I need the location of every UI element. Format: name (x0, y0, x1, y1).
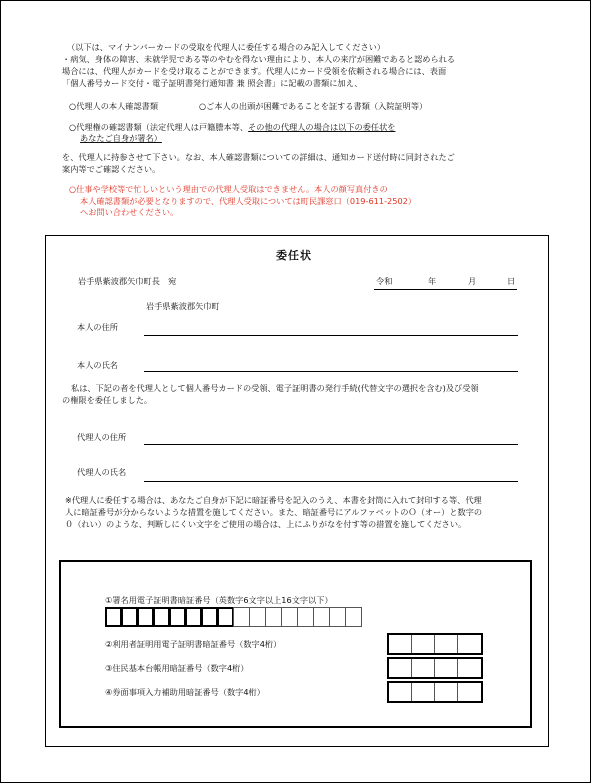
resident-pin-digit-3[interactable] (435, 659, 458, 677)
required-doc-authority-b: その他の代理人の場合は以下の委任状を (248, 122, 396, 132)
user-pin-label: ②利用者証明用電子証明書暗証番号（数字4桁） (105, 639, 282, 649)
pin-note-line1: ※代理人に委任する場合は、あなたご自身が下記に暗証番号を記入のうえ、本書を封筒に入れて封印する等、代理 (65, 495, 482, 505)
date-year-label: 年 (428, 276, 437, 286)
sig-pin-char-2[interactable] (121, 607, 138, 627)
support-pin-cells (387, 681, 483, 703)
sig-pin-char-3[interactable] (137, 607, 154, 627)
support-pin-label: ④券面事項入力補助用暗証番号（数字4桁） (105, 687, 265, 697)
pin-note-line3: ０（れい）のような、判断しにくい文字をご使用の場合は、上にふりがなを付す等の措置を施してください。 (65, 519, 467, 529)
sig-pin-char-8[interactable] (217, 607, 234, 627)
sig-pin-char-9[interactable] (233, 607, 250, 627)
resident-pin-digit-2[interactable] (412, 659, 435, 677)
sig-pin-char-13[interactable] (297, 607, 314, 627)
sig-pin-char-12[interactable] (281, 607, 298, 627)
sig-pin-char-6[interactable] (185, 607, 202, 627)
sig-pin-char-4[interactable] (153, 607, 170, 627)
agent-address-field[interactable] (144, 444, 518, 445)
user-pin-digit-3[interactable] (435, 635, 458, 653)
sig-pin-char-11[interactable] (265, 607, 282, 627)
sig-pin-char-16[interactable] (345, 607, 362, 627)
agent-name-label: 代理人の氏名 (77, 467, 127, 477)
warning-line3: へお問い合わせください。 (80, 207, 179, 217)
user-pin-digit-4[interactable] (458, 635, 481, 653)
sig-pin-cells (106, 607, 362, 627)
agent-name-field[interactable] (144, 481, 518, 482)
notes-bring-line1: を、代理人に持参させて下さい。なお、本人確認書類についての詳細は、通知カード送付時に同封されたご (62, 152, 455, 162)
form-addressee: 岩手県紫波郡矢巾町長 宛 (78, 276, 177, 286)
date-underline[interactable] (374, 289, 517, 290)
agent-address-label: 代理人の住所 (77, 432, 127, 442)
user-pin-cells (387, 633, 483, 655)
warning-line2: 本人確認書類が必要となりますので、代理人受取については町民課窓口（019-611-2502） (80, 196, 417, 206)
principal-address-field[interactable] (144, 335, 518, 336)
delegation-statement-line2: の権限を委任しました。 (62, 395, 153, 405)
notes-intro: （以下は、マイナンバーカードの受取を代理人に委任する場合のみ記入してください） (67, 42, 386, 52)
user-pin-digit-2[interactable] (412, 635, 435, 653)
pin-note-line2: 人に暗証番号が分からないような措置を施してください。また、暗証番号にアルファベットのＯ（オー）と数字の (65, 507, 483, 517)
sig-pin-label: ①署名用電子証明書暗証番号（英数字6文字以上16文字以下） (105, 595, 333, 605)
principal-address-label: 本人の住所 (77, 322, 118, 332)
support-pin-digit-3[interactable] (435, 683, 458, 701)
date-day-label: 日 (507, 276, 516, 286)
sig-pin-char-14[interactable] (313, 607, 330, 627)
resident-pin-digit-4[interactable] (458, 659, 481, 677)
support-pin-digit-1[interactable] (389, 683, 412, 701)
sig-pin-char-10[interactable] (249, 607, 266, 627)
support-pin-digit-2[interactable] (412, 683, 435, 701)
sig-pin-char-15[interactable] (329, 607, 346, 627)
required-doc-hardship: ○ご本人の出頭が困難であることを証する書類（入院証明等） (199, 101, 428, 111)
principal-name-label: 本人の氏名 (77, 360, 118, 370)
notes-reason-line1: ・病気、身体の障害、未就学児である等のやむを得ない理由により、本人の来庁が困難であると認められる (62, 54, 456, 64)
user-pin-digit-1[interactable] (389, 635, 412, 653)
notes-reason-line2: 場合には、代理人がカードを受け取ることができます。代理人にカード受領を依頼される場合には、表面 (62, 66, 447, 76)
date-month-label: 月 (468, 276, 477, 286)
resident-pin-digit-1[interactable] (389, 659, 412, 677)
required-doc-authority-c: あなたご自身が署名） (80, 133, 162, 143)
notes-reason-line3: 「個人番号カード交付・電子証明書発行通知書 兼 照会書」に記載の書類に加え、 (62, 78, 363, 88)
sig-pin-char-5[interactable] (169, 607, 186, 627)
sig-pin-char-7[interactable] (201, 607, 218, 627)
resident-pin-label: ③住民基本台帳用暗証番号（数字4桁） (105, 663, 249, 673)
sig-pin-char-1[interactable] (105, 607, 122, 627)
resident-pin-cells (387, 657, 483, 679)
warning-line1: ○仕事や学校等で忙しいという理由での代理人受取はできません。本人の顔写真付きの (69, 184, 388, 194)
principal-name-field[interactable] (144, 371, 518, 372)
delegation-statement-line1: 私は、下記の者を代理人として個人番号カードの受領、電子証明書の発行手続(代替文字の選択を含む)及び受領 (71, 383, 479, 393)
date-era: 令和 (376, 276, 393, 286)
support-pin-digit-4[interactable] (458, 683, 481, 701)
principal-address-prefill: 岩手県紫波郡矢巾町 (146, 301, 220, 311)
notes-bring-line2: 案内等でご確認ください。 (62, 164, 161, 174)
form-title: 委任状 (276, 249, 312, 262)
required-doc-agent-id: ○代理人の本人確認書類 (69, 101, 159, 111)
required-doc-authority-a: ○代理権の確認書類（法定代理人は戸籍謄本等、 (69, 122, 249, 132)
